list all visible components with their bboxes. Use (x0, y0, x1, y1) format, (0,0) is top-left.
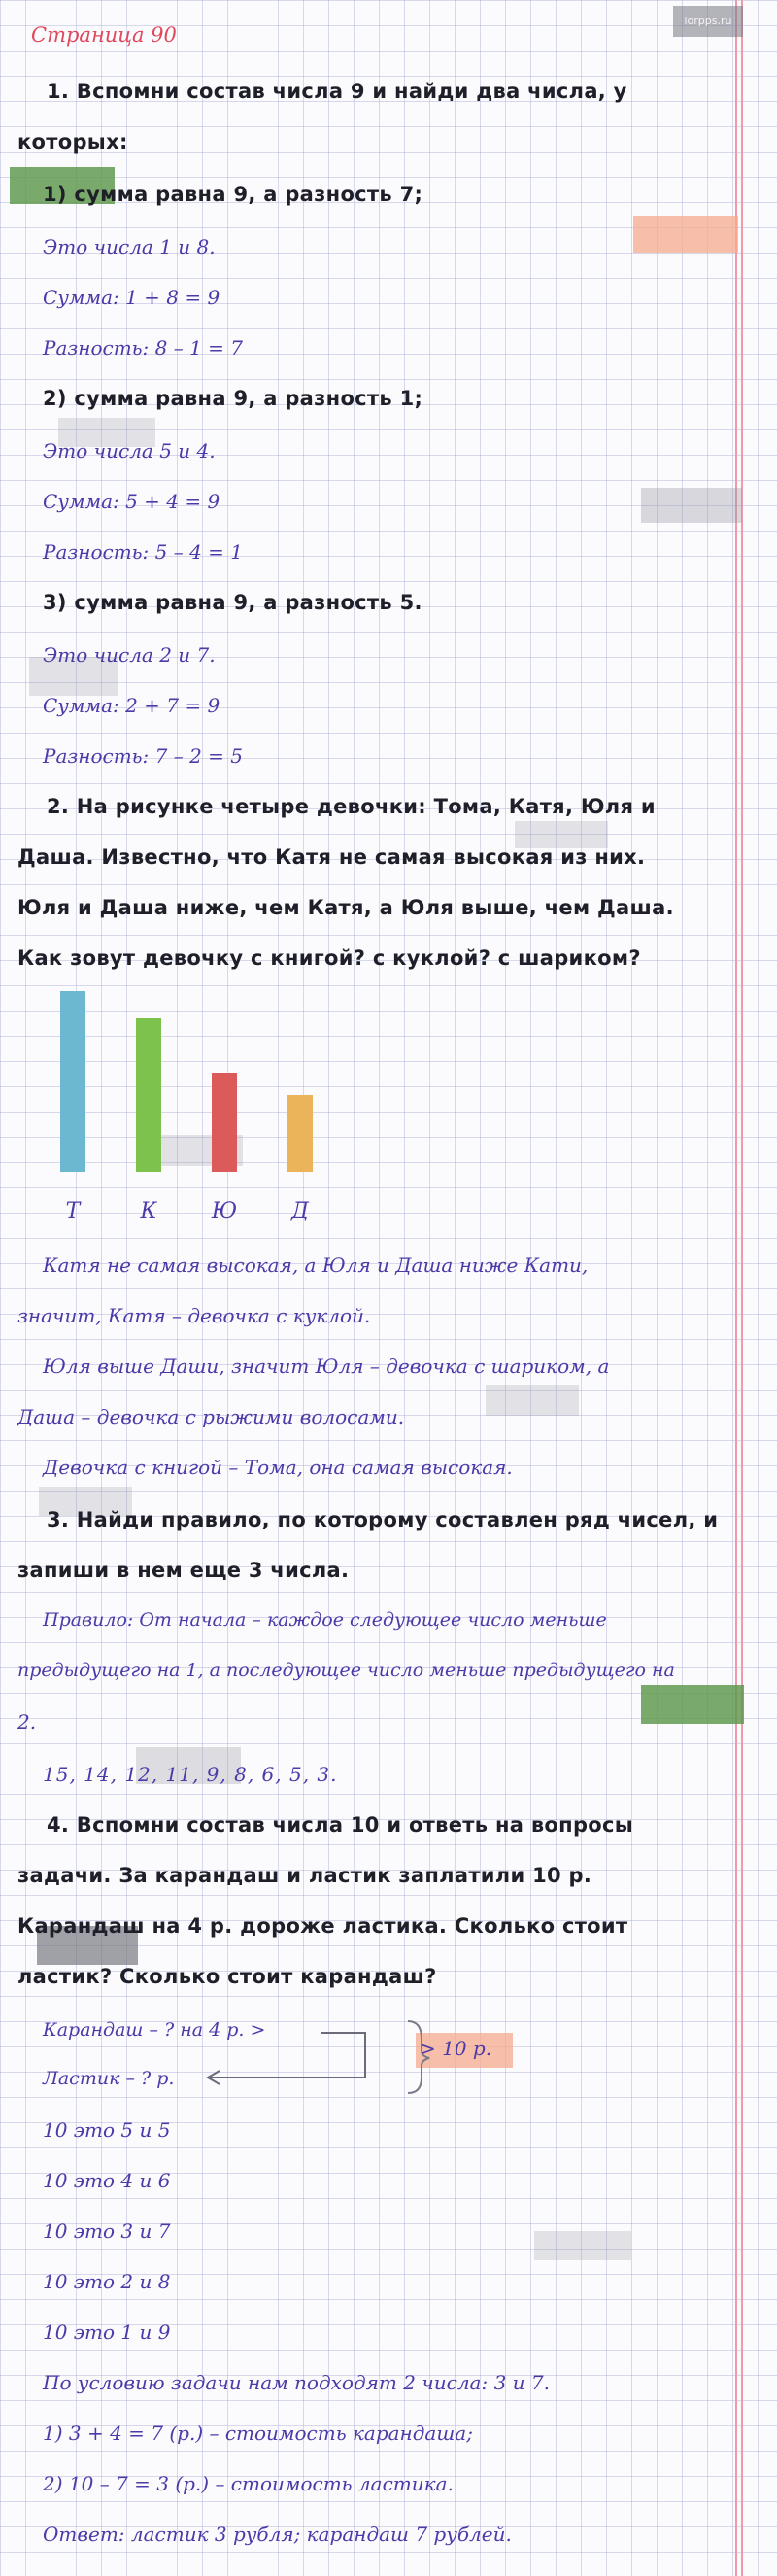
task1-part1-title: 1) сумма равна 9, а разность 7; (43, 183, 423, 206)
task1-statement-1: 1. Вспомни состав числа 9 и найди два числа, у (47, 80, 627, 103)
chart-label-1: Т (65, 1199, 81, 1223)
task4-statement-1: 4. Вспомни состав числа 10 и ответь на вопросы (47, 1813, 634, 1837)
height-bar-chart (39, 981, 350, 1234)
margin-line-2 (741, 0, 743, 2576)
task1-part3-sum: Сумма: 2 + 7 = 9 (43, 694, 220, 717)
task4-composition-1: 10 это 5 и 5 (43, 2118, 171, 2142)
task3-statement-1: 3. Найди правило, по которому составлен ряд чисел, и (47, 1508, 719, 1531)
site-watermark: lorpps.ru (673, 6, 743, 37)
task3-sequence: 15, 14, 12, 11, 9, 8, 6, 5, 3. (43, 1763, 338, 1786)
task2-statement-2: Даша. Известно, что Катя не самая высокая из них. (17, 845, 646, 869)
task4-composition-4: 10 это 2 и 8 (43, 2270, 171, 2293)
task1-part2-diff: Разность: 5 – 4 = 1 (43, 540, 244, 564)
task3-answer-1: Правило: От начала – каждое следующее число меньше (43, 1609, 607, 1631)
task1-part1-numbers: Это числа 1 и 8. (43, 235, 216, 258)
task2-answer-2: значит, Катя – девочка с куклой. (17, 1304, 371, 1327)
task1-part3-title: 3) сумма равна 9, а разность 5. (43, 591, 422, 614)
task1-part1-diff: Разность: 8 – 1 = 7 (43, 336, 244, 360)
task1-part1-sum: Сумма: 1 + 8 = 9 (43, 286, 220, 309)
task1-part2-numbers: Это числа 5 и 4. (43, 439, 216, 463)
task4-composition-3: 10 это 3 и 7 (43, 2219, 171, 2243)
chart-label-3: Ю (211, 1199, 238, 1223)
task4-answer-1: По условию задачи нам подходят 2 числа: 3 и 7. (43, 2371, 550, 2394)
task3-answer-3: 2. (17, 1710, 37, 1734)
chart-bar-3 (212, 1073, 237, 1172)
task4-answer-4: Ответ: ластик 3 рубля; карандаш 7 рублей. (43, 2523, 512, 2546)
task1-part2-sum: Сумма: 5 + 4 = 9 (43, 490, 220, 513)
task4-statement-4: ластик? Сколько стоит карандаш? (17, 1965, 437, 1988)
task4-answer-2: 1) 3 + 4 = 7 (р.) – стоимость карандаша; (43, 2421, 473, 2445)
task2-statement-3: Юля и Даша ниже, чем Катя, а Юля выше, чем Даша. (17, 896, 674, 919)
task4-scheme-eraser: Ластик – ? р. (43, 2068, 175, 2089)
task2-answer-4: Даша – девочка с рыжими волосами. (17, 1405, 405, 1428)
task2-answer-1: Катя не самая высокая, а Юля и Даша ниже Кати, (43, 1254, 589, 1277)
task4-composition-5: 10 это 1 и 9 (43, 2320, 171, 2344)
task2-answer-3: Юля выше Даши, значит Юля – девочка с шариком, а (43, 1355, 610, 1378)
chart-label-4: Д (291, 1199, 309, 1223)
task4-statement-2: задачи. За карандаш и ластик заплатили 10 р. (17, 1864, 592, 1887)
task1-statement-2: которых: (17, 130, 128, 154)
chart-bar-4 (287, 1095, 313, 1172)
task1-part3-numbers: Это числа 2 и 7. (43, 643, 216, 667)
page-header: Страница 90 (31, 23, 177, 47)
task3-answer-2: предыдущего на 1, а последующее число меньше предыдущего на (17, 1660, 675, 1681)
chart-bar-2 (136, 1018, 161, 1172)
task3-statement-2: запиши в нем еще 3 числа. (17, 1559, 350, 1582)
margin-line (735, 0, 737, 2576)
task4-scheme-pencil: Карандаш – ? на 4 р. > (43, 2019, 266, 2041)
task4-answer-3: 2) 10 – 7 = 3 (р.) – стоимость ластика. (43, 2472, 454, 2495)
task2-statement-4: Как зовут девочку с книгой? с куклой? с шариком? (17, 946, 641, 970)
task1-part3-diff: Разность: 7 – 2 = 5 (43, 744, 244, 768)
chart-bar-1 (60, 991, 85, 1172)
task2-statement-1: 2. На рисунке четыре девочки: Тома, Катя, Юля и (47, 795, 656, 818)
chart-label-2: К (140, 1199, 157, 1223)
scheme-arrows (194, 2017, 447, 2095)
task4-scheme-total: > 10 р. (420, 2037, 492, 2060)
task1-part2-title: 2) сумма равна 9, а разность 1; (43, 387, 423, 410)
task4-statement-3: Карандаш на 4 р. дороже ластика. Сколько стоит (17, 1914, 628, 1938)
task2-answer-5: Девочка с книгой – Тома, она самая высокая. (43, 1456, 513, 1479)
grey-stamp-4 (515, 821, 608, 848)
task4-composition-2: 10 это 4 и 6 (43, 2169, 171, 2192)
